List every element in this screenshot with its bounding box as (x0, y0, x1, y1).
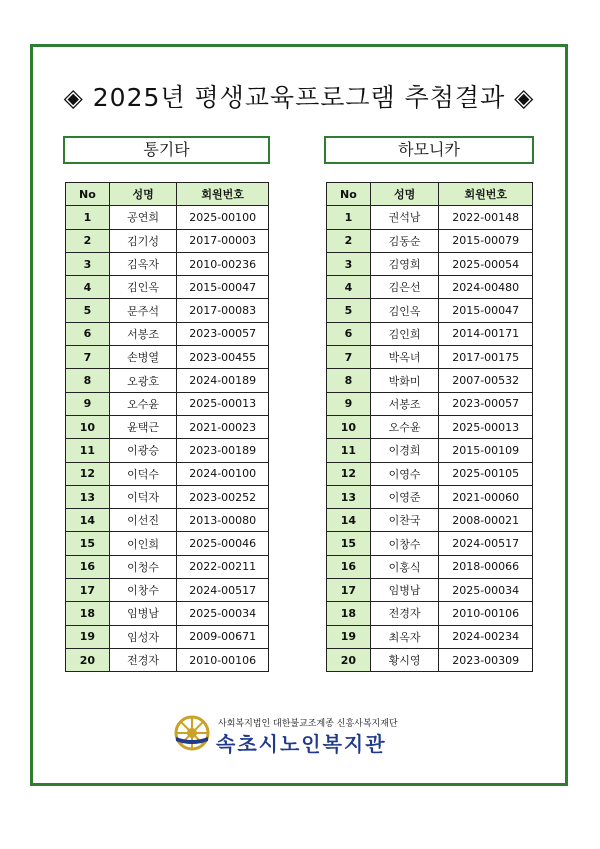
table-row (327, 485, 533, 508)
member-name: 황시영 (370, 648, 439, 671)
member-name: 이청수 (109, 555, 177, 578)
member-id: 2023-00309 (439, 648, 533, 671)
row-number: 14 (66, 509, 110, 532)
member-id: 2024-00517 (439, 532, 533, 555)
member-name: 김인옥 (370, 299, 439, 322)
column-header-member-id: 회원번호 (177, 183, 269, 206)
table-row (66, 415, 269, 438)
member-name: 전경자 (109, 648, 177, 671)
column-header-no: No (66, 183, 110, 206)
table-row (66, 206, 269, 229)
member-id: 2015-00047 (177, 276, 269, 299)
member-name: 오광호 (109, 369, 177, 392)
member-name: 이덕자 (109, 485, 177, 508)
member-id: 2023-00057 (439, 392, 533, 415)
member-id: 2024-00189 (177, 369, 269, 392)
member-id: 2025-00100 (177, 206, 269, 229)
row-number: 11 (66, 439, 110, 462)
member-name: 권석남 (370, 206, 439, 229)
member-name: 박화미 (370, 369, 439, 392)
table-row (66, 229, 269, 252)
member-id: 2025-00013 (177, 392, 269, 415)
table-row (327, 462, 533, 485)
table-row (66, 276, 269, 299)
member-name: 김은선 (370, 276, 439, 299)
member-name: 임병남 (370, 579, 439, 602)
table-row (66, 462, 269, 485)
member-id: 2017-00175 (439, 346, 533, 369)
member-name: 공연희 (109, 206, 177, 229)
member-id: 2018-00066 (439, 555, 533, 578)
member-name: 이영준 (370, 485, 439, 508)
table-row (327, 532, 533, 555)
row-number: 9 (327, 392, 371, 415)
row-number: 18 (327, 602, 371, 625)
table-row (327, 648, 533, 671)
member-id: 2025-00034 (177, 602, 269, 625)
column-header-no: No (327, 183, 371, 206)
row-number: 15 (66, 532, 110, 555)
row-number: 20 (66, 648, 110, 671)
table-row (327, 299, 533, 322)
row-number: 16 (66, 555, 110, 578)
member-id: 2024-00100 (177, 462, 269, 485)
table-row (327, 322, 533, 345)
section-heading-harmonica: 하모니카 (324, 136, 534, 164)
table-body (327, 206, 533, 672)
row-number: 19 (66, 625, 110, 648)
member-id: 2023-00189 (177, 439, 269, 462)
member-id: 2017-00003 (177, 229, 269, 252)
table-row (327, 276, 533, 299)
row-number: 12 (327, 462, 371, 485)
member-id: 2022-00148 (439, 206, 533, 229)
table-row (66, 299, 269, 322)
footer-organization: 사회복지법인 대한불교조계종 신흥사복지재단 (218, 719, 398, 729)
row-number: 1 (66, 206, 110, 229)
member-name: 김기성 (109, 229, 177, 252)
table-row (327, 602, 533, 625)
row-number: 17 (327, 579, 371, 602)
member-name: 이창수 (109, 579, 177, 602)
table-row (66, 369, 269, 392)
member-id: 2015-00109 (439, 439, 533, 462)
page-title: ◈ 2025년 평생교육프로그램 추첨결과 ◈ (63, 83, 535, 112)
member-name: 임성자 (109, 625, 177, 648)
table-row (327, 252, 533, 275)
member-id: 2023-00252 (177, 485, 269, 508)
table-row (66, 625, 269, 648)
column-header-name: 성명 (370, 183, 439, 206)
member-name: 손병열 (109, 346, 177, 369)
member-name: 전경자 (370, 602, 439, 625)
table-row (327, 555, 533, 578)
member-name: 박옥녀 (370, 346, 439, 369)
member-id: 2015-00079 (439, 229, 533, 252)
member-name: 이선진 (109, 509, 177, 532)
member-name: 김옥자 (109, 252, 177, 275)
table-row (66, 532, 269, 555)
table-row (66, 322, 269, 345)
row-number: 10 (327, 415, 371, 438)
member-id: 2021-00060 (439, 485, 533, 508)
table-row (327, 579, 533, 602)
row-number: 1 (327, 206, 371, 229)
row-number: 3 (66, 252, 110, 275)
dharma-wheel-icon (172, 713, 212, 753)
table-row (327, 392, 533, 415)
row-number: 7 (327, 346, 371, 369)
member-id: 2024-00517 (177, 579, 269, 602)
member-id: 2021-00023 (177, 415, 269, 438)
row-number: 5 (327, 299, 371, 322)
member-id: 2022-00211 (177, 555, 269, 578)
member-name: 오수윤 (370, 415, 439, 438)
section-heading-guitar: 통기타 (63, 136, 270, 164)
member-name: 이창수 (370, 532, 439, 555)
row-number: 19 (327, 625, 371, 648)
member-id: 2013-00080 (177, 509, 269, 532)
member-id: 2025-00046 (177, 532, 269, 555)
row-number: 18 (66, 602, 110, 625)
row-number: 8 (327, 369, 371, 392)
member-name: 이찬국 (370, 509, 439, 532)
row-number: 17 (66, 579, 110, 602)
member-name: 이광승 (109, 439, 177, 462)
row-number: 13 (66, 485, 110, 508)
table-row (327, 206, 533, 229)
table-body (66, 206, 269, 672)
row-number: 16 (327, 555, 371, 578)
member-id: 2010-00236 (177, 252, 269, 275)
column-header-name: 성명 (109, 183, 177, 206)
row-number: 9 (66, 392, 110, 415)
member-id: 2023-00455 (177, 346, 269, 369)
member-id: 2025-00034 (439, 579, 533, 602)
table-row (327, 415, 533, 438)
member-name: 김동순 (370, 229, 439, 252)
row-number: 2 (327, 229, 371, 252)
member-name: 서봉조 (109, 322, 177, 345)
member-name: 윤택근 (109, 415, 177, 438)
member-id: 2023-00057 (177, 322, 269, 345)
member-id: 2025-00013 (439, 415, 533, 438)
member-id: 2024-00234 (439, 625, 533, 648)
footer-center-name: 속초시노인복지관 (216, 732, 387, 756)
row-number: 4 (327, 276, 371, 299)
results-table-harmonica (326, 182, 533, 672)
member-name: 서봉조 (370, 392, 439, 415)
row-number: 12 (66, 462, 110, 485)
member-id: 2025-00054 (439, 252, 533, 275)
row-number: 11 (327, 439, 371, 462)
member-name: 최옥자 (370, 625, 439, 648)
table-row (66, 346, 269, 369)
row-number: 6 (327, 322, 371, 345)
row-number: 5 (66, 299, 110, 322)
member-id: 2014-00171 (439, 322, 533, 345)
row-number: 2 (66, 229, 110, 252)
member-id: 2015-00047 (439, 299, 533, 322)
table-row (327, 439, 533, 462)
table-row (327, 509, 533, 532)
row-number: 8 (66, 369, 110, 392)
member-id: 2024-00480 (439, 276, 533, 299)
member-id: 2008-00021 (439, 509, 533, 532)
row-number: 13 (327, 485, 371, 508)
row-number: 20 (327, 648, 371, 671)
table-row (327, 229, 533, 252)
row-number: 7 (66, 346, 110, 369)
member-name: 이덕수 (109, 462, 177, 485)
row-number: 3 (327, 252, 371, 275)
table-row (66, 252, 269, 275)
member-name: 문주석 (109, 299, 177, 322)
member-id: 2010-00106 (439, 602, 533, 625)
member-name: 김영희 (370, 252, 439, 275)
table-row (66, 555, 269, 578)
table-row (66, 579, 269, 602)
table-row (327, 346, 533, 369)
table-row (66, 439, 269, 462)
member-name: 이경희 (370, 439, 439, 462)
member-name: 김인옥 (109, 276, 177, 299)
member-id: 2007-00532 (439, 369, 533, 392)
results-table-guitar (65, 182, 269, 672)
member-id: 2025-00105 (439, 462, 533, 485)
table-row (66, 509, 269, 532)
row-number: 14 (327, 509, 371, 532)
table-row (66, 602, 269, 625)
member-name: 이인희 (109, 532, 177, 555)
table-row (66, 392, 269, 415)
member-id: 2017-00083 (177, 299, 269, 322)
member-name: 오수윤 (109, 392, 177, 415)
member-name: 김인희 (370, 322, 439, 345)
row-number: 15 (327, 532, 371, 555)
member-name: 이영수 (370, 462, 439, 485)
column-header-member-id: 회원번호 (439, 183, 533, 206)
member-id: 2010-00106 (177, 648, 269, 671)
table-row (66, 485, 269, 508)
member-name: 이홍식 (370, 555, 439, 578)
row-number: 4 (66, 276, 110, 299)
member-id: 2009-00671 (177, 625, 269, 648)
row-number: 10 (66, 415, 110, 438)
member-name: 임병남 (109, 602, 177, 625)
table-row (327, 369, 533, 392)
table-row (327, 625, 533, 648)
row-number: 6 (66, 322, 110, 345)
table-row (66, 648, 269, 671)
